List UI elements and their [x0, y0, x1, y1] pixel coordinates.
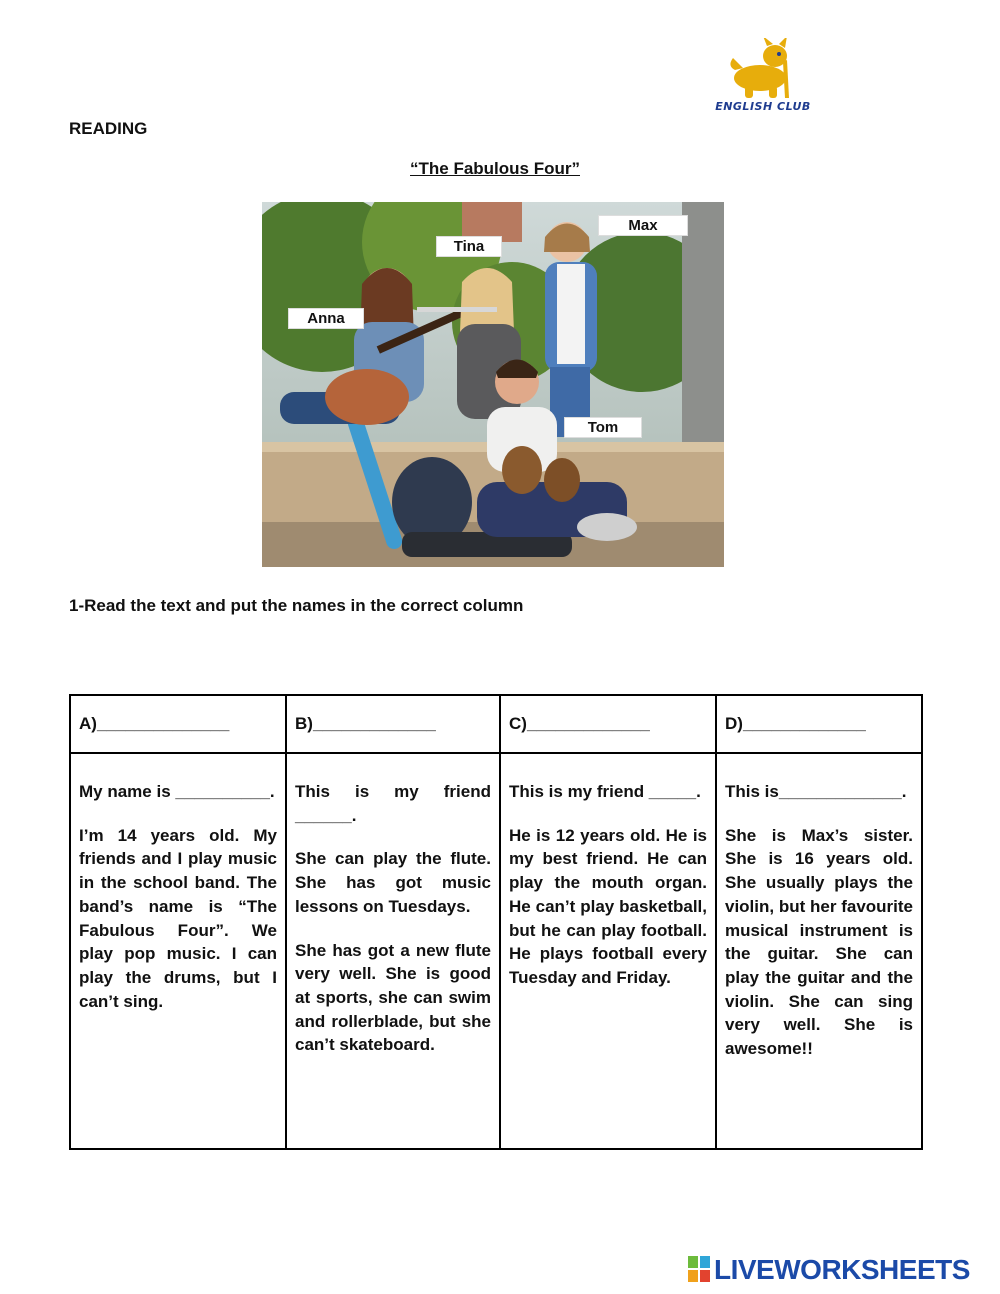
- paragraph: She is Max’s sister. She is 16 years old. She usually plays the violin, but her favourite musical instrument is the guitar. She can play the guitar and the violin. She can sing very well. She is awesome!!: [725, 825, 913, 1059]
- paragraph: This is my friend _____.: [509, 782, 701, 801]
- liveworksheets-brand: [688, 1254, 988, 1284]
- paragraph: She has got a new flute very well. She is good at sports, she can swim and rollerblade, but she can’t skateboard.: [295, 940, 491, 1055]
- paragraph: This is_____________.: [725, 782, 907, 801]
- paragraph: He is 12 years old. He is my best friend. He can play the mouth organ. He can’t play basketball, but he can play football. He plays football every Tuesday and Friday.: [509, 825, 707, 987]
- column-b-header[interactable]: B)_____________: [286, 695, 500, 753]
- column-d-text: [716, 753, 922, 1149]
- paragraph: I’m 14 years old. My friends and I play music in the school band. The band’s name is “The Fabulous Four”. We play pop music. I can play the drums, but I can’t sing.: [79, 825, 277, 1011]
- brand-text: LIVEWORKSHEETS: [714, 1254, 970, 1285]
- photo-label-anna: Anna: [288, 308, 364, 329]
- photo-label-tom: Tom: [564, 417, 642, 438]
- table-body-row: [70, 753, 922, 1149]
- column-c-header[interactable]: C)_____________: [500, 695, 716, 753]
- paragraph: She can play the flute. She has got music lessons on Tuesdays.: [295, 849, 491, 916]
- logo-text: ENGLISH CLUB: [715, 100, 811, 113]
- paragraph: My name is __________.: [79, 782, 275, 801]
- column-d-header[interactable]: D)_____________: [716, 695, 922, 753]
- instruction-text: 1-Read the text and put the names in the correct column: [69, 596, 524, 615]
- section-label: READING: [69, 119, 148, 138]
- column-a-text: [70, 753, 286, 1149]
- photo-label-max: Max: [598, 215, 688, 236]
- column-b-text: [286, 753, 500, 1149]
- page-title: “The Fabulous Four”: [410, 159, 580, 178]
- reading-table: [69, 694, 923, 1150]
- column-c-text: [500, 753, 716, 1149]
- paragraph: This is my friend ______.: [295, 782, 491, 825]
- english-club-logo: [705, 38, 815, 118]
- band-photo: [262, 202, 724, 567]
- liveworksheets-logo-icon: [688, 1256, 712, 1284]
- mascot-icon: [705, 38, 815, 100]
- column-a-header[interactable]: A)______________: [70, 695, 286, 753]
- photo-label-tina: Tina: [436, 236, 502, 257]
- table-header-row: [70, 695, 922, 753]
